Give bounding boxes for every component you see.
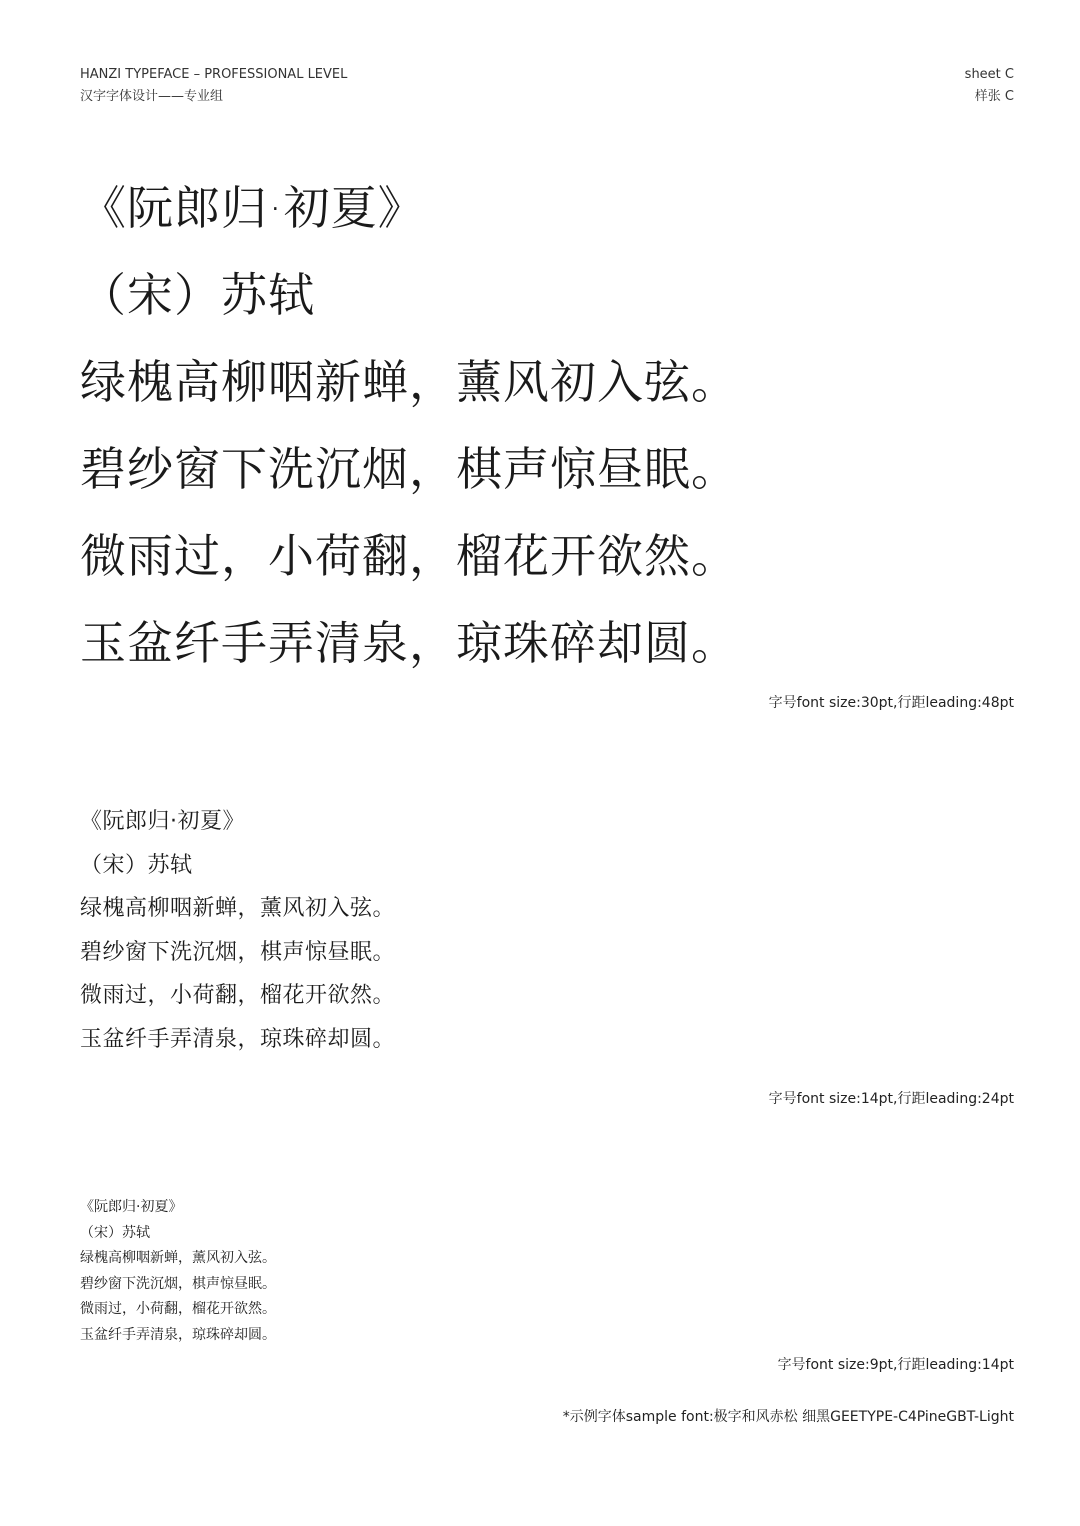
poem-title: 《阮郎归·初夏》 bbox=[80, 181, 425, 235]
poem-line: 微雨过，小荷翻，榴花开欲然。 bbox=[80, 1301, 276, 1317]
sample-block-large bbox=[80, 165, 738, 687]
sample-block-small bbox=[80, 1195, 276, 1348]
poem-author: （宋）苏轼 bbox=[80, 1224, 150, 1241]
poem-line: 绿槐高柳咽新蝉，薰风初入弦。 bbox=[80, 355, 738, 409]
poem-line: 碧纱窗下洗沉烟，棋声惊昼眠。 bbox=[80, 442, 738, 496]
poem-line: 绿槐高柳咽新蝉，薰风初入弦。 bbox=[80, 1250, 276, 1266]
header-left bbox=[80, 64, 347, 108]
caption-small: 字号font size:9pt,行距leading:14pt bbox=[777, 1357, 1014, 1373]
caption-large: 字号font size:30pt,行距leading:48pt bbox=[768, 695, 1014, 711]
sheet-label-en: sheet C bbox=[964, 67, 1014, 82]
poem-line: 玉盆纤手弄清泉，琼珠碎却圆。 bbox=[80, 1026, 396, 1052]
caption-medium: 字号font size:14pt,行距leading:24pt bbox=[768, 1091, 1014, 1107]
sample-block-medium bbox=[80, 800, 395, 1061]
poem-line: 碧纱窗下洗沉烟，棋声惊昼眠。 bbox=[80, 1275, 276, 1292]
poem-line: 绿槐高柳咽新蝉，薰风初入弦。 bbox=[80, 896, 396, 921]
poem-line: 微雨过，小荷翻，榴花开欲然。 bbox=[80, 529, 738, 583]
sample-font-note: *示例字体sample font:极字和风赤松 细黑GEETYPE-C4PineGBT-Light bbox=[562, 1409, 1014, 1425]
poem-line: 微雨过，小荷翻，榴花开欲然。 bbox=[80, 983, 396, 1008]
poem-line: 玉盆纤手弄清泉，琼珠碎却圆。 bbox=[80, 1326, 276, 1343]
header-right bbox=[965, 64, 1014, 108]
poem-author: （宋）苏轼 bbox=[80, 268, 315, 322]
sheet-label-zh: 样张 C bbox=[974, 89, 1014, 104]
poem-line: 玉盆纤手弄清泉，琼珠碎却圆。 bbox=[80, 616, 738, 670]
header-title-zh: 汉字字体设计——专业组 bbox=[80, 89, 224, 104]
header-title-en: HANZI TYPEFACE – PROFESSIONAL LEVEL bbox=[80, 67, 348, 82]
poem-author: （宋）苏轼 bbox=[80, 852, 193, 878]
poem-title: 《阮郎归·初夏》 bbox=[80, 809, 245, 834]
poem-title: 《阮郎归·初夏》 bbox=[80, 1199, 183, 1215]
poem-line: 碧纱窗下洗沉烟，棋声惊昼眠。 bbox=[80, 939, 396, 965]
